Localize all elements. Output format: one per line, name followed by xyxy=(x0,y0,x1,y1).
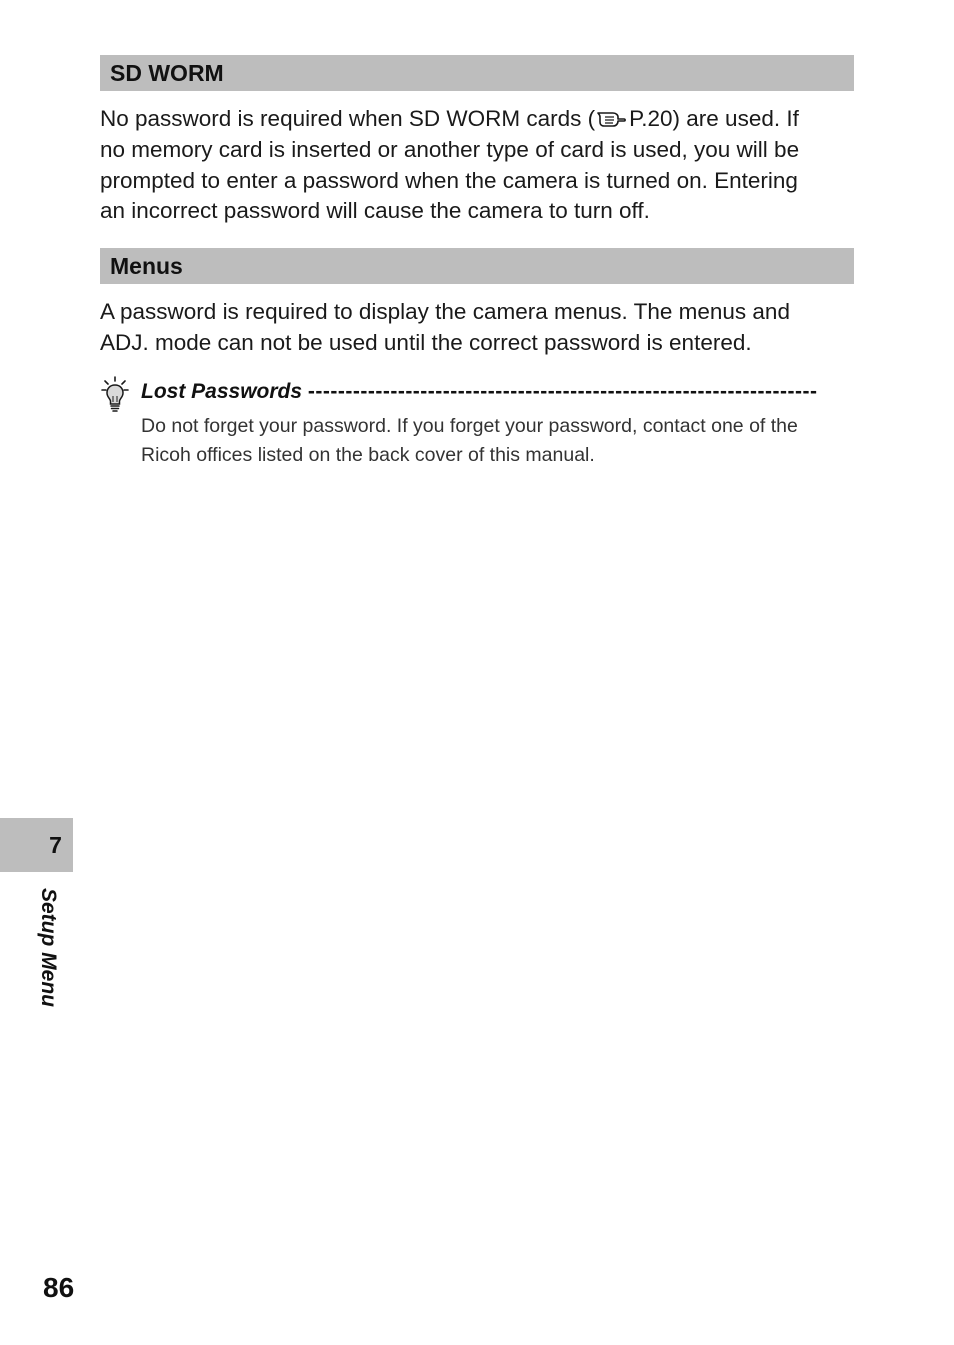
section-heading-menus xyxy=(100,248,854,284)
page-reference-hand-icon xyxy=(595,107,627,129)
note-title-dashes: -------------------------------------------------------------------- xyxy=(307,380,818,403)
paragraph-line: No password is required when SD WORM cards ( P.20) are used. If xyxy=(100,106,799,131)
section-heading-sd-worm xyxy=(100,55,854,91)
paragraph-line: prompted to enter a password when the camera is turned on. Entering xyxy=(100,167,798,193)
chapter-tab xyxy=(0,818,73,872)
note-title xyxy=(141,380,857,404)
sd-worm-paragraph xyxy=(100,104,860,227)
section-heading-menus-text: Menus xyxy=(110,252,183,279)
lightbulb-icon xyxy=(100,373,130,413)
page-number: 86 xyxy=(43,1272,75,1303)
note-line: Do not forget your password. If you forget your password, contact one of the xyxy=(141,415,798,437)
chapter-label: Setup Menu xyxy=(37,888,60,1007)
paragraph-line: ADJ. mode can not be used until the correct password is entered. xyxy=(100,329,752,355)
chapter-number: 7 xyxy=(49,831,62,858)
paragraph-line: no memory card is inserted or another type of card is used, you will be xyxy=(100,136,800,162)
page-reference-link[interactable]: P.20 xyxy=(629,106,673,131)
note-body xyxy=(141,412,841,470)
note-title-text: Lost Passwords xyxy=(141,380,303,403)
note-line: Ricoh offices listed on the back cover of this manual. xyxy=(141,444,595,466)
menus-paragraph xyxy=(100,297,860,359)
paragraph-line: A password is required to display the camera menus. The menus and xyxy=(100,299,790,324)
section-heading-sd-worm-text: SD WORM xyxy=(110,59,224,86)
paragraph-line: an incorrect password will cause the camera to turn off. xyxy=(100,198,650,224)
